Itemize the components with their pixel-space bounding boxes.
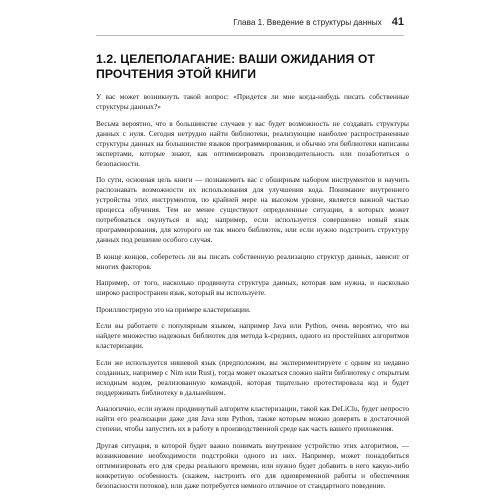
paragraph: Если вы работаете с популярным языком, например Java или Python, очень вероятно, что вы найдете множество надежных библиотек для метода k-средних, одного из простейших алгоритмов кластеризации. bbox=[96, 321, 409, 350]
paragraph: Например, от того, насколько продвинута структура данных, которая вам нужна, и насколько широко распространен язык, который вы используете. bbox=[96, 278, 409, 297]
paragraph: Проиллюстрирую это на примере кластеризации. bbox=[96, 304, 251, 314]
page-number: 41 bbox=[391, 16, 404, 28]
paragraph: У вас может возникнуть такой вопрос: «Придется ли мне когда-нибудь писать собственные структуры данных?» bbox=[96, 92, 409, 111]
section-title: 1.2. ЦЕЛЕПОЛАГАНИЕ: ВАШИ ОЖИДАНИЯ ОТ ПРОЧТЕНИЯ ЭТОЙ КНИГИ bbox=[96, 52, 375, 81]
running-header bbox=[96, 16, 404, 32]
header-divider bbox=[96, 35, 404, 36]
paragraph: По сути, основная цель книги — познакомить вас с обширным набором инструментов и научить распознавать возможности их использования для улучшения кода. Понимание внутреннего устройства этих инструментов, по крайней мере на высоком уровне, является важной частью процесса обучения. Тем не менее существуют определенные ситуации, в которых может потребоваться окунуться в код; например, если используется совершенно новый язык программирования, для которого не так много библиотек, или если нужно подстроить структуру данных под решение особого случая. bbox=[96, 175, 409, 244]
paragraph: Если же используется нишевой язык (предположим, вы экспериментируете с одним из недавно созданных, например с Nim или Rust), тогда может оказаться сложно найти библиотеку с открытым исходным кодом, реализованную командой, которая тщательно протестировала код и будет поддерживать библиотеку в дальнейшем. bbox=[96, 357, 409, 397]
paragraph: В конце концов, соберетесь ли вы писать собственную реализацию структур данных, зависит от многих факторов. bbox=[96, 251, 409, 271]
page-body bbox=[96, 52, 409, 497]
paragraph: Весьма вероятно, что в большинстве случаев у вас будет возможность не создавать структуры данных с нуля. Сегодня нетрудно найти библиотеки, реализующие наиболее распространенные структуры данных на большинстве языков программирования, и обычно эти библиотеки написаны экспертами, которые знают, как оптимизировать производительность или позаботиться о безопасности. bbox=[96, 118, 409, 168]
chapter-title: Глава 1. Введение в структуры данных bbox=[233, 18, 382, 27]
paragraph: Аналогично, если нужен продвинутый алгоритм кластеризации, такой как DeLiClu, будет непросто найти его реализации даже для Java или Python, также которым можно доверять в достаточной степени, чтобы запустить их в работу в производственной среде как часть вашего приложения. bbox=[96, 404, 409, 433]
paragraph: Другая ситуация, в которой будет важно понимать внутреннее устройство этих алгоритмов, — возникновение необходимости подстройки одного из них. Например, может понадобиться оптимизировать его для среды реального времени, или нужно будет добавить в него какую-либо конкретную особенность (скажем, настроить его для одновременной работы и обеспечения безопасности потоков), или даже потребуется немного отличное от стандартного поведение. bbox=[96, 440, 409, 490]
